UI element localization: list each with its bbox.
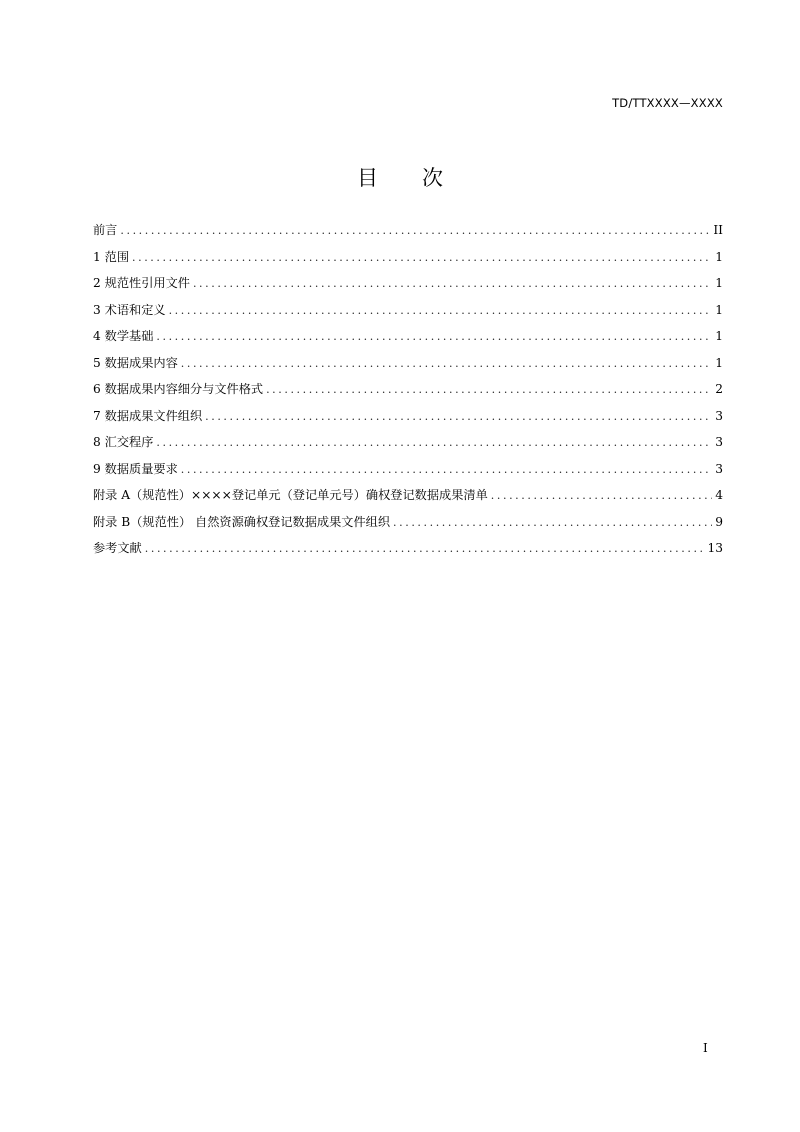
toc-entry-page: 1	[715, 302, 723, 317]
toc-entry-scope[interactable]	[93, 248, 723, 275]
toc-entry-data-content[interactable]	[93, 354, 723, 381]
toc-entry-label: 1 范围	[93, 249, 130, 264]
toc-entry-label: 参考文献	[93, 541, 142, 555]
toc-entry-page: 4	[715, 488, 723, 502]
toc-entry-label: 附录 B（规范性） 自然资源确权登记数据成果文件组织	[93, 514, 391, 529]
dot-leader	[156, 330, 712, 343]
toc-entry-label: 8 汇交程序	[93, 435, 154, 449]
toc-entry-label: 5 数据成果内容	[93, 355, 178, 370]
title-char-1: 目	[357, 166, 378, 190]
dot-leader	[169, 304, 713, 317]
toc-entry-label: 前言	[93, 223, 118, 237]
toc-entry-page: 9	[715, 514, 723, 529]
toc-entry-label: 4 数学基础	[93, 329, 154, 343]
toc-entry-page: 1	[715, 249, 723, 264]
dot-leader	[120, 224, 710, 237]
toc-entry-page: 2	[715, 382, 723, 396]
toc-entry-label: 9 数据质量要求	[93, 461, 178, 476]
toc-entry-math-basis[interactable]	[93, 327, 723, 354]
toc-entry-label: 附录 A（规范性）××××登记单元（登记单元号）确权登记数据成果清单	[93, 488, 488, 502]
dot-leader	[181, 357, 712, 370]
toc-entry-file-organization[interactable]	[93, 407, 723, 434]
dot-leader	[491, 489, 712, 502]
table-of-contents	[93, 221, 723, 566]
toc-entry-foreword[interactable]	[93, 221, 723, 248]
dot-leader	[393, 516, 712, 529]
title-char-2: 次	[422, 166, 443, 190]
toc-entry-page: 1	[715, 329, 723, 343]
toc-entry-appendix-a[interactable]	[93, 486, 723, 513]
dot-leader	[193, 277, 712, 290]
toc-entry-appendix-b[interactable]	[93, 513, 723, 540]
dot-leader	[205, 410, 712, 423]
toc-entry-page: 3	[715, 435, 723, 449]
standard-code: TD/TTXXXX—XXXX	[612, 96, 723, 110]
page-number: I	[703, 1041, 708, 1055]
dot-leader	[132, 251, 712, 264]
toc-entry-page: 1	[715, 276, 723, 290]
dot-leader	[181, 463, 712, 476]
toc-entry-page: 3	[715, 461, 723, 476]
toc-entry-page: 13	[707, 541, 723, 555]
toc-entry-page: 3	[715, 408, 723, 423]
toc-entry-label: 2 规范性引用文件	[93, 276, 190, 290]
dot-leader	[266, 383, 712, 396]
page-title	[0, 162, 800, 192]
toc-entry-label: 6 数据成果内容细分与文件格式	[93, 382, 264, 396]
toc-entry-page: 1	[715, 355, 723, 370]
toc-entry-label: 3 术语和定义	[93, 302, 166, 317]
toc-entry-content-breakdown[interactable]	[93, 380, 723, 407]
dot-leader	[156, 436, 712, 449]
toc-entry-terms-definitions[interactable]	[93, 301, 723, 328]
toc-entry-label: 7 数据成果文件组织	[93, 408, 203, 423]
toc-entry-bibliography[interactable]	[93, 539, 723, 566]
toc-entry-page: II	[713, 223, 723, 237]
dot-leader	[145, 542, 705, 555]
toc-entry-submission-procedure[interactable]	[93, 433, 723, 460]
toc-entry-normative-references[interactable]	[93, 274, 723, 301]
toc-entry-quality-requirements[interactable]	[93, 460, 723, 487]
